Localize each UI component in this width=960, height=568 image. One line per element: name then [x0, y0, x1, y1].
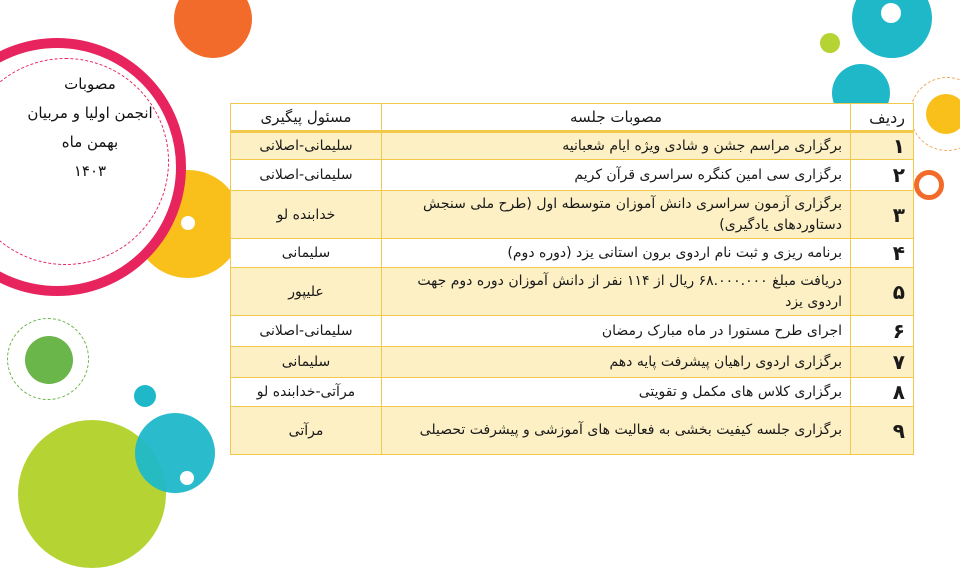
- orange-circle: [174, 0, 252, 58]
- teal-circle-bottom: [135, 413, 215, 493]
- header-responsible: مسئول پیگیری: [231, 104, 382, 132]
- responsible-person: مرآتی: [231, 407, 382, 455]
- responsible-person: خدابنده لو: [231, 191, 382, 239]
- responsible-person: سلیمانی-اصلانی: [231, 132, 382, 160]
- table-row: [231, 160, 914, 191]
- row-number: ۸: [851, 378, 914, 407]
- row-number: ۲: [851, 160, 914, 191]
- table-row: [231, 407, 914, 455]
- title-line-4: ۱۴۰۳: [73, 162, 107, 180]
- decisions-table: [230, 103, 914, 455]
- responsible-person: علیپور: [231, 268, 382, 316]
- responsible-person: سلیمانی: [231, 347, 382, 378]
- decision-text: برگزاری آزمون سراسری دانش آموزان متوسطه اول (طرح ملی سنجش دستاوردهای یادگیری): [382, 191, 851, 239]
- decision-text: برنامه ریزی و ثبت نام اردوی برون استانی یزد (دوره دوم): [382, 239, 851, 268]
- white-dot-bottom: [180, 471, 194, 485]
- responsible-person: مرآتی-خدابنده لو: [231, 378, 382, 407]
- row-number: ۵: [851, 268, 914, 316]
- decision-text: اجرای طرح مستورا در ماه مبارک رمضان: [382, 316, 851, 347]
- table-row: [231, 191, 914, 239]
- responsible-person: سلیمانی-اصلانی: [231, 316, 382, 347]
- small-teal-dot: [134, 385, 156, 407]
- title-line-1: مصوبات: [64, 75, 116, 93]
- header-decisions: مصوبات جلسه: [382, 104, 851, 132]
- title-line-3: بهمن ماه: [61, 133, 119, 151]
- decision-text: برگزاری سی امین کنگره سراسری قرآن کریم: [382, 160, 851, 191]
- responsible-person: سلیمانی-اصلانی: [231, 160, 382, 191]
- row-number: ۱: [851, 132, 914, 160]
- responsible-person: سلیمانی: [231, 239, 382, 268]
- row-number: ۴: [851, 239, 914, 268]
- lime-dot: [820, 33, 840, 53]
- table-header-row: [231, 104, 914, 132]
- title-line-2: انجمن اولیا و مربیان: [27, 104, 153, 122]
- yellow-circle-right: [926, 94, 960, 134]
- decision-text: برگزاری اردوی راهیان پیشرفت پایه دهم: [382, 347, 851, 378]
- white-dot-top-right: [881, 3, 901, 23]
- row-number: ۶: [851, 316, 914, 347]
- table-row: [231, 378, 914, 407]
- white-dot: [181, 216, 195, 230]
- decision-text: برگزاری کلاس های مکمل و تقویتی: [382, 378, 851, 407]
- row-number: ۳: [851, 191, 914, 239]
- decision-text: برگزاری مراسم جشن و شادی ویژه ایام شعبانیه: [382, 132, 851, 160]
- slide-title: [20, 70, 160, 186]
- table-row: [231, 132, 914, 160]
- table-row: [231, 239, 914, 268]
- row-number: ۹: [851, 407, 914, 455]
- orange-ring-right: [914, 170, 944, 200]
- row-number: ۷: [851, 347, 914, 378]
- table-row: [231, 268, 914, 316]
- decision-text: دریافت مبلغ ۶۸.۰۰۰.۰۰۰ ریال از ۱۱۴ نفر از دانش آموزان دوره دوم جهت اردوی یزد: [382, 268, 851, 316]
- header-row-number: ردیف: [851, 104, 914, 132]
- table-row: [231, 316, 914, 347]
- decision-text: برگزاری جلسه کیفیت بخشی به فعالیت های آموزشی و پیشرفت تحصیلی: [382, 407, 851, 455]
- table-row: [231, 347, 914, 378]
- green-circle: [25, 336, 73, 384]
